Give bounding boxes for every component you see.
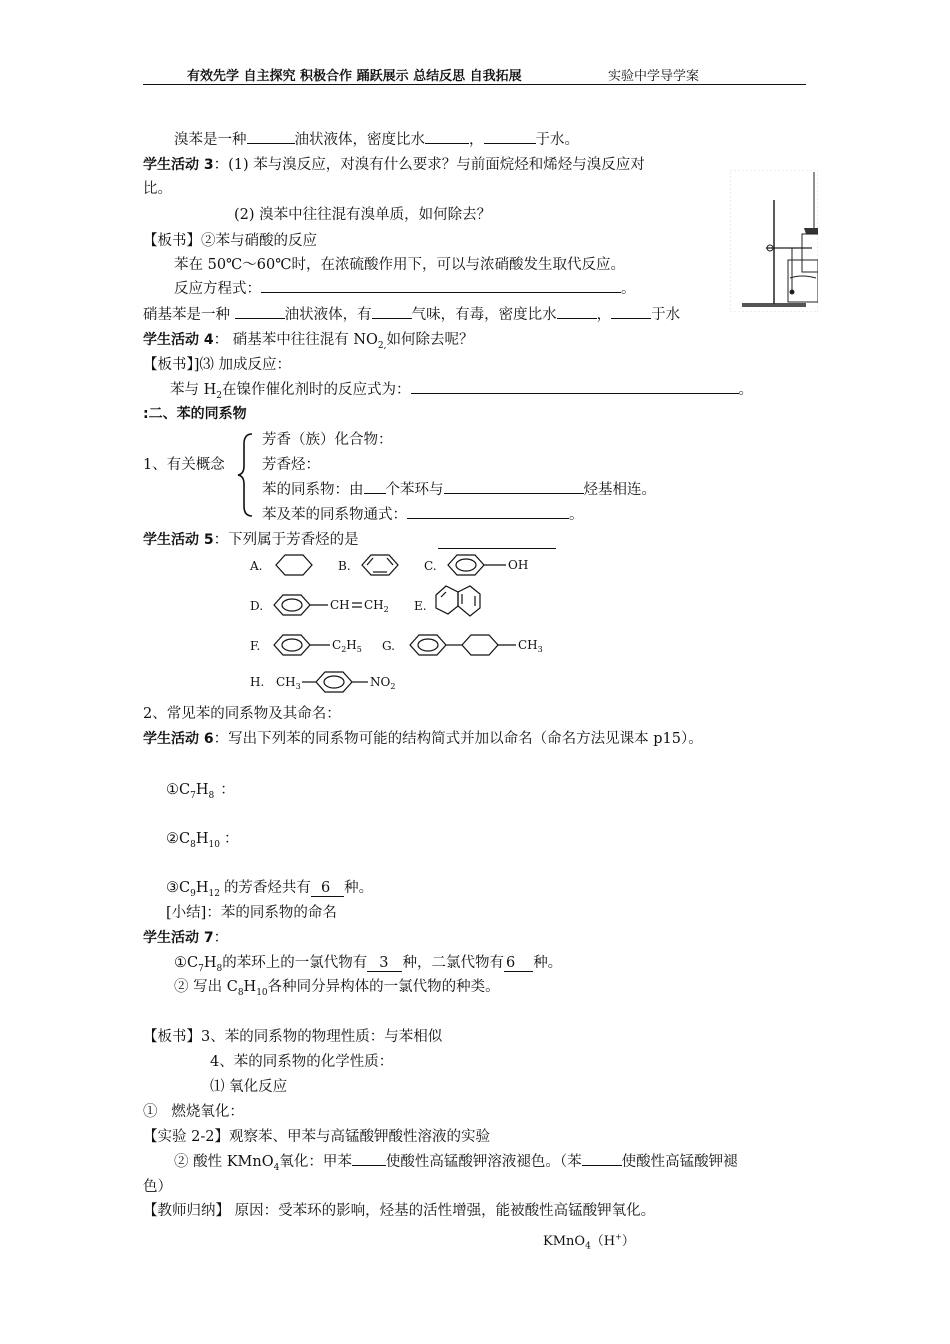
benzene-ring-c [448,555,484,575]
activity3-label: 学生活动 3 [143,157,214,173]
ethyl-h: H [346,638,357,652]
activity3-q1 [143,153,645,174]
text: 种。 [533,955,563,971]
option-A: A. [250,559,263,573]
text: 的苯环上的一氯代物有 [222,955,368,971]
svg-text:CH [330,598,350,612]
answer-6: 6 [311,880,344,897]
header-slogan: 有效先学 自主探究 积极合作 踊跃展示 总结反思 自我拓展 [187,69,522,84]
svg-text:CH3 [276,675,301,691]
text: H [195,880,209,896]
ethyl-c: C [332,638,342,652]
tag: 【教师归纳】 [143,1203,230,1219]
sup: + [615,1232,622,1242]
concepts-label: 1、有关概念 [143,457,225,473]
option-G: G. [382,639,395,653]
text: 观察苯、甲苯与高锰酸钾酸性溶液的实验 [228,1129,490,1145]
sub: 10 [208,839,220,850]
sub: 8 [208,790,215,801]
methyl-ch: CH [518,638,538,652]
sub: 8 [237,987,244,998]
text: ： [223,831,239,847]
text: ：写出下列苯的同系物可能的结构简式并加以命名（命名方法见课本 p15）。 [213,731,703,747]
activity7-title [143,926,228,947]
text: ②C [166,831,191,847]
text: H [203,955,217,971]
nitro-sub: 2 [390,682,396,691]
tag: 【板书】 [143,357,194,373]
activity3-q1b: 比。 [143,181,172,197]
vinyl-sub: 2 [383,605,389,614]
text: ， [596,307,612,323]
activity6-f2 [166,827,238,850]
cyclohexane-ring-g [462,635,498,655]
activity6-label: 学生活动 6 [143,731,214,747]
substituent-oh: OH [508,558,529,572]
svg-text:C2H5 [332,638,362,654]
board3-line: 苯与 $H_2$在镍作催化剂时的反应式为： 。 [170,378,753,401]
kmno4-line [174,1150,738,1173]
option-F: F. [250,639,261,653]
text: 各种同分异构体的一氯代物的种类。 [267,979,500,995]
activity3-q2: (2) 溴苯中往往混有溴单质，如何除去？ [234,207,492,223]
activity5-label: 学生活动 5 [143,532,214,548]
apparatus-figure [730,170,818,312]
h-methyl-ch: CH [276,675,296,689]
board3-title [143,353,291,374]
vinyl-ch: CH [330,598,350,612]
text: 气味，有毒，密度比水 [411,307,557,323]
activity6-f3 [166,876,373,899]
text: 苯的同系物：由 [262,482,364,498]
activity4-label: 学生活动 4 [143,332,214,348]
exp-line [143,1125,490,1146]
text: ： 硝基苯中往往混有 NO [213,332,378,348]
text: （H [590,1234,616,1249]
board4-t5: ⑴ 氧化反应 [210,1079,288,1095]
board2-cond: 苯在 50℃～60℃时，在浓硫酸作用下，可以与浓硝酸发生取代反应。 [174,257,625,273]
sub: 7 [198,963,204,974]
teacher-line [143,1199,655,1220]
ethyl-sub2: 5 [356,645,362,654]
text: ③C [166,880,191,896]
sub: 7 [190,790,196,801]
benzene-ring-h [316,672,352,692]
board2-eq [174,277,636,298]
sub: 8 [216,963,223,974]
text: 原因：受苯环的影响，烃基的活性增强，能被酸性高锰酸钾氧化。 [230,1203,656,1219]
svg-text:CH3 [518,638,543,654]
text: 油状液体，密度比水 [294,132,425,148]
h-methyl-sub: 3 [295,682,301,691]
answer-3: 3 [367,955,402,972]
board2-title [143,229,317,250]
concept-1: 芳香（族）化合物： [262,432,393,448]
text: 个苯环与 [385,482,444,498]
benzene-ring-f [274,635,310,655]
sub: 2, [377,340,387,351]
board4-t4: 4、苯的同系物的化学性质： [210,1054,394,1070]
text: 。 [738,382,753,398]
vinyl-ch2: CH [364,598,384,612]
bromobenzene-line [174,128,579,149]
text: ]⑶ 加成反应： [193,357,292,373]
structures-figure [240,550,560,695]
text: ②苯与硝酸的反应 [201,233,317,249]
kmno4-line2: 色） [143,1179,172,1195]
section2-title: :二、苯的同系物 [143,406,247,422]
answer-6b: 6 [504,955,533,972]
text: H [243,979,257,995]
benzene-ring-g [410,635,446,655]
concept-2: 芳香烃： [262,457,320,473]
naphthalene-ring-1 [436,586,458,614]
option-B: B. [338,559,351,573]
text: 反应方程式： [174,281,261,297]
text: 3、苯的同系物的物理性质：与苯相似 [201,1029,443,1045]
ethyl-sub1: 2 [341,645,347,654]
text: ①C [174,955,199,971]
nitro-line [143,303,680,324]
text: 氧化：甲苯 [279,1154,352,1170]
sub: 8 [190,839,196,850]
activity6-f1 [166,778,235,801]
text: ： [213,930,229,946]
text: 种，二氯代物有 [402,955,504,971]
header-school: 实验中学导学案 [608,69,700,84]
text: H [195,782,209,798]
text: 硝基苯是一种 [143,307,235,323]
text: 于水。 [535,132,579,148]
text: 苯与 H [170,382,217,398]
activity5-line [143,528,359,549]
common-title: 2、常见苯的同系物及其命名： [143,706,341,722]
text: 的芳香烃共有 [223,880,311,896]
text: 。 [569,507,584,523]
sub: 4 [585,1241,591,1252]
activity5-blank [438,548,556,549]
text: 于水 [651,307,681,323]
sub: 10 [256,987,268,998]
combust-line: ① 燃烧氧化： [143,1104,244,1120]
text: KMnO [543,1234,586,1249]
concept-3 [262,478,656,499]
sub: 4 [273,1162,280,1173]
text: ： [220,782,235,798]
benzene-ring-d [274,595,310,615]
text: 溴苯是一种 [174,132,247,148]
text: 。 [621,281,636,297]
page-header [143,62,806,85]
text: 油状液体，有 [284,307,372,323]
activity4-line [143,328,474,351]
text: ：(1) 苯与溴反应，对溴有什么要求？与前面烷烃和烯烃与溴反应对 [213,157,645,173]
tag: 【板书】 [143,1029,201,1045]
text: 使酸性高锰酸钾褪 [621,1154,738,1170]
text: ② 写出 C [174,979,238,995]
text: 烃基相连。 [583,482,656,498]
text: ） [621,1234,635,1249]
text: 使酸性高锰酸钾溶液褪色。（苯 [385,1154,582,1170]
text: ② 酸性 KMnO [174,1154,274,1170]
sub: 9 [190,888,196,899]
nitro-no: NO [370,675,391,689]
methyl-sub: 3 [537,645,543,654]
option-C: C. [424,559,437,573]
cyclohexane-ring-a [276,555,312,575]
text: ：下列属于芳香烃的是 [213,532,359,548]
tag: 【实验 2-2】 [143,1129,229,1145]
text: 在镍作催化剂时的反应式为： [222,382,411,398]
text: 种。 [344,880,374,896]
footer-kmno4 [543,1230,635,1252]
activity6-line [143,727,703,748]
activity6-summary: [小结]：苯的同系物的命名 [166,905,337,921]
svg-text:CH2 [364,598,389,614]
tag: 【板书】 [143,233,201,249]
text: ， [469,132,484,148]
board4-t3 [143,1025,442,1046]
text: ①C [166,782,191,798]
activity7-label: 学生活动 7 [143,930,214,946]
svg-text:NO2 [370,675,395,691]
concept-4 [262,503,584,524]
naphthalene-ring-2 [458,586,480,616]
sub: 12 [208,888,220,899]
text: H [195,831,209,847]
option-E: E. [414,599,427,613]
option-H: H. [250,675,265,689]
activity7-l2 [174,975,500,998]
text: 如何除去呢？ [386,332,474,348]
option-D: D. [250,599,264,613]
brace [236,432,256,518]
activity7-l1 [174,951,562,974]
text: 苯及苯的同系物通式： [262,507,407,523]
